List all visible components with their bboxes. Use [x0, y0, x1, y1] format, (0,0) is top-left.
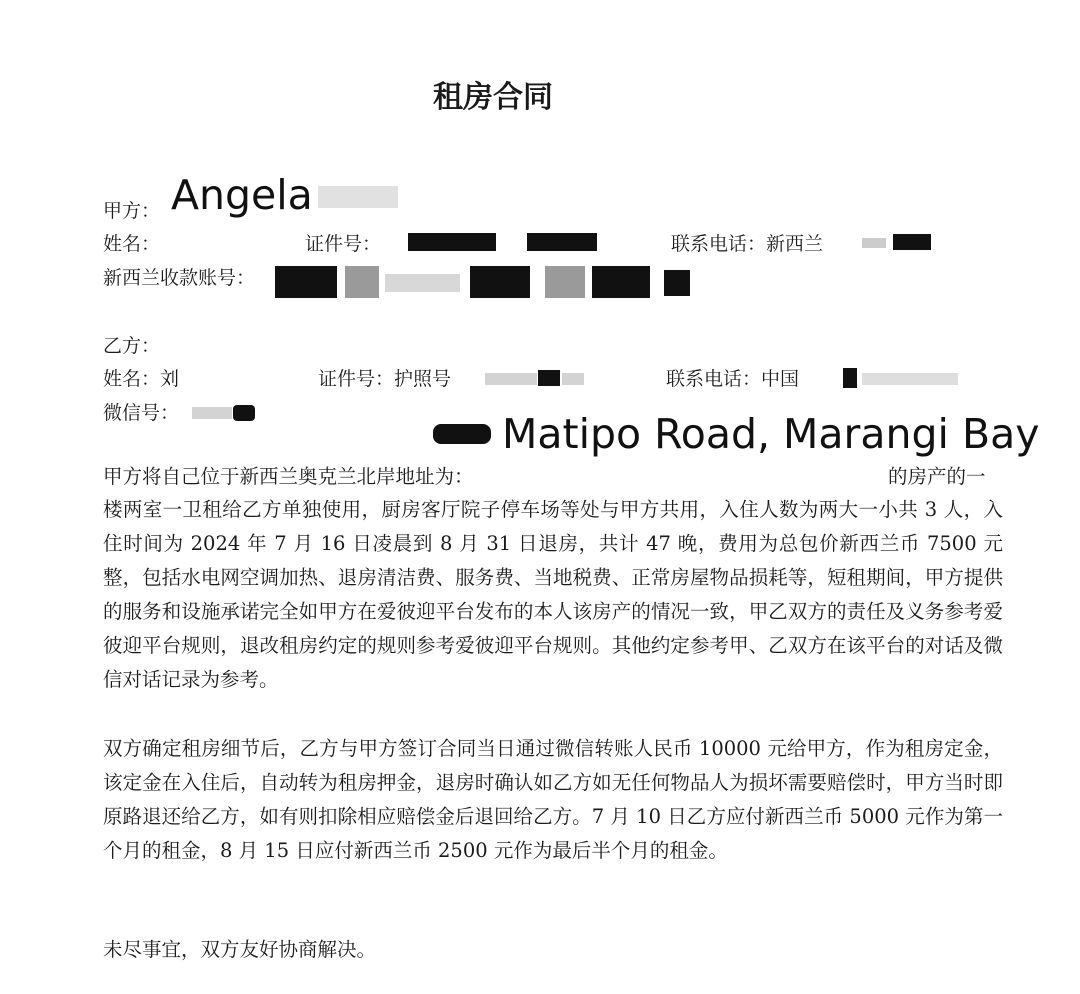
redaction	[233, 405, 255, 421]
redaction	[843, 368, 857, 388]
redaction	[485, 373, 537, 385]
redaction	[345, 266, 379, 298]
redaction	[562, 373, 584, 385]
handwritten-address: Matipo Road, Marangi Bay	[502, 410, 1040, 458]
redaction	[664, 270, 690, 296]
redaction	[893, 234, 931, 250]
party-a-handwritten-name: Angela	[171, 171, 313, 219]
paragraph2: 双方确定租房细节后，乙方与甲方签订合同当日通过微信转账人民币 10000 元给甲方，作为租房定金，该定金在入住后，自动转为租房押金，退房时确认如乙方如无任何物品人为损坏需要赔偿时，甲方当时即原路退还给乙方，如有则扣除相应赔偿金后退回给乙方。7 月 10 日乙方应付新西兰币 5000 元作为第一个月的租金，8 月 15 日应付新西兰币 2500 元作为最后半个月的租金。	[103, 737, 1003, 862]
redaction	[545, 266, 585, 298]
party-b-wechat-label: 微信号：	[103, 402, 180, 424]
party-a-account-label: 新西兰收款账号：	[103, 267, 256, 289]
paragraph1-tail: 的房产的一	[888, 465, 986, 488]
redaction	[318, 186, 398, 208]
paragraph3: 未尽事宜，双方友好协商解决。	[103, 938, 377, 961]
redaction	[470, 266, 530, 298]
party-a-id-label: 证件号：	[305, 233, 382, 255]
redaction	[538, 370, 560, 386]
redaction	[527, 233, 597, 251]
redaction	[385, 274, 460, 292]
redaction	[592, 266, 650, 298]
redaction	[862, 373, 958, 385]
party-a-heading: 甲方：	[103, 200, 161, 222]
redaction	[408, 233, 496, 251]
party-a-phone-label: 联系电话：新西兰	[671, 233, 824, 255]
party-a-name-label: 姓名：	[103, 233, 161, 255]
paragraph1-start: 甲方将自己位于新西兰奥克兰北岸地址为：	[103, 465, 474, 488]
redaction	[192, 407, 232, 419]
party-b-phone-label: 联系电话：中国	[666, 368, 800, 390]
party-b-id-label: 证件号：护照号	[318, 368, 452, 390]
document-title: 租房合同	[433, 80, 553, 115]
redaction	[433, 424, 491, 444]
party-b-heading: 乙方：	[103, 335, 161, 357]
redaction	[275, 266, 337, 298]
party-b-name-label: 姓名：刘	[103, 368, 180, 390]
paragraph1-body: 楼两室一卫租给乙方单独使用，厨房客厅院子停车场等处与甲方共用，入住人数为两大一小共 3 人，入住时间为 2024 年 7 月 16 日凌晨到 8 月 31 日退房，共计 47 晚，费用为总包价新西兰币 7500 元整，包括水电网空调加热、退房清洁费、服务费、当地税费、正常房屋物品损耗等，短租期间，甲方提供的服务和设施承诺完全如甲方在爱彼迎平台发布的本人该房产的情况一致，甲乙双方的责任及义务参考爱彼迎平台规则，退改租房约定的规则参考爱彼迎平台规则。其他约定参考甲、乙双方在该平台的对话及微信对话记录为参考。	[103, 498, 1003, 691]
redaction	[862, 238, 886, 248]
